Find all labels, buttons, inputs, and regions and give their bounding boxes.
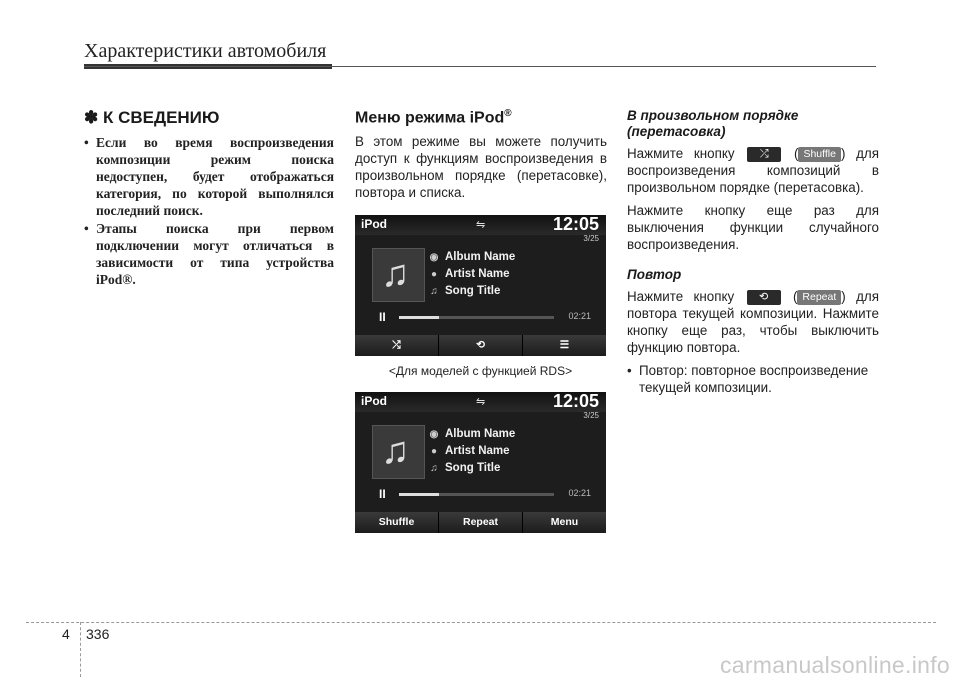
- progress-bar: [399, 316, 554, 319]
- menu-button[interactable]: Menu: [523, 512, 606, 533]
- repeat-pill: Repeat: [797, 290, 841, 305]
- artist-line: ● Artist Name: [430, 445, 510, 457]
- note-item: • Этапы поиска при первом подключении могут отличаться в зависимости от типа устройства iPod®.: [84, 220, 334, 288]
- artist-icon: ●: [430, 446, 438, 457]
- list-button[interactable]: ☰: [523, 335, 606, 356]
- album-art: [372, 425, 425, 479]
- music-note-icon: ♫: [381, 253, 410, 295]
- footer-rule: [26, 622, 936, 623]
- album-art: [372, 248, 425, 302]
- ipod-screen-icons: [355, 215, 606, 356]
- screen-mode-label: iPod: [361, 394, 387, 408]
- page-header-title: Характеристики автомобиля: [84, 40, 327, 62]
- page-number: 336: [86, 626, 110, 642]
- note-column: [84, 108, 334, 289]
- shuffle-icon: ⤮: [747, 147, 781, 162]
- album-line: ◉ Album Name: [429, 251, 516, 263]
- chapter-number: 4: [62, 626, 70, 642]
- shuffle-heading: В произвольном порядке (перетасовка): [627, 108, 799, 139]
- song-icon: ♫: [430, 286, 438, 297]
- screen-mode-label: iPod: [361, 217, 387, 231]
- repeat-bullet: • Повтор: повторное воспроизведение текущей композиции.: [627, 362, 879, 396]
- watermark: carmanualsonline.info: [719, 652, 950, 678]
- ipod-menu-intro: В этом режиме вы можете получить доступ к функциям воспроизведения в произвольном порядке (перетасовке), повтора и списка.: [355, 134, 607, 201]
- ipod-menu-heading: Меню режима iPod®: [355, 108, 512, 127]
- progress-bar: [399, 493, 554, 496]
- screen-button-bar: [355, 512, 606, 533]
- music-note-icon: ♫: [381, 430, 410, 472]
- shuffle-pill: Shuffle: [798, 147, 841, 162]
- controls-column: [627, 108, 879, 396]
- shuffle-off-instruction: Нажмите кнопку еще раз для выключения функции случайного воспроизведения.: [627, 203, 879, 252]
- ipod-screen-text: [355, 392, 606, 533]
- shuffle-button[interactable]: ⤮: [355, 335, 439, 356]
- footer-divider: [80, 622, 81, 677]
- shuffle-instruction: Нажмите кнопку ⤮ ( Shuffle ) для воспроизведения композиций в произвольном порядке (перетасовка).: [627, 146, 879, 195]
- note-item: • Если во время воспроизведения композиции режим поиска недоступен, будет отображаться категория, по которой выполнялся последний поиск.: [84, 134, 334, 219]
- elapsed-time: 02:21: [568, 311, 591, 321]
- song-icon: ♫: [430, 463, 438, 474]
- header-rule: [84, 66, 876, 67]
- album-icon: ◉: [429, 252, 439, 263]
- repeat-icon: ⟲: [747, 290, 781, 305]
- repeat-button[interactable]: Repeat: [439, 512, 523, 533]
- usb-icon: ⇋: [476, 396, 486, 408]
- pause-icon[interactable]: II: [379, 310, 386, 324]
- shuffle-button[interactable]: Shuffle: [355, 512, 439, 533]
- progress-fill: [399, 316, 439, 319]
- song-line: ♫ Song Title: [430, 285, 501, 297]
- repeat-heading: Повтор: [627, 267, 682, 282]
- repeat-list: [627, 362, 879, 396]
- screen-button-bar: [355, 335, 606, 356]
- elapsed-time: 02:21: [568, 488, 591, 498]
- pause-icon[interactable]: II: [379, 487, 386, 501]
- song-line: ♫ Song Title: [430, 462, 501, 474]
- repeat-button[interactable]: ⟲: [439, 335, 523, 356]
- note-list: [84, 134, 334, 288]
- album-icon: ◉: [429, 429, 439, 440]
- repeat-instruction: Нажмите кнопку ⟲ ( Repeat ) для повтора текущей композиции. Нажмите кнопку еще раз, чтобы выключить функцию повтора.: [627, 289, 879, 355]
- progress-fill: [399, 493, 439, 496]
- ipod-menu-column: [355, 108, 607, 207]
- usb-icon: ⇋: [476, 219, 486, 231]
- screen-clock: 12:05: [552, 215, 599, 234]
- artist-icon: ●: [430, 269, 438, 280]
- screen-clock: 12:05: [552, 392, 599, 411]
- album-line: ◉ Album Name: [429, 428, 516, 440]
- track-count: 3/25: [583, 411, 599, 420]
- figure-caption: <Для моделей с функцией RDS>: [388, 364, 573, 378]
- note-heading: ✽ К СВЕДЕНИЮ: [84, 108, 220, 127]
- track-count: 3/25: [583, 234, 599, 243]
- artist-line: ● Artist Name: [430, 268, 510, 280]
